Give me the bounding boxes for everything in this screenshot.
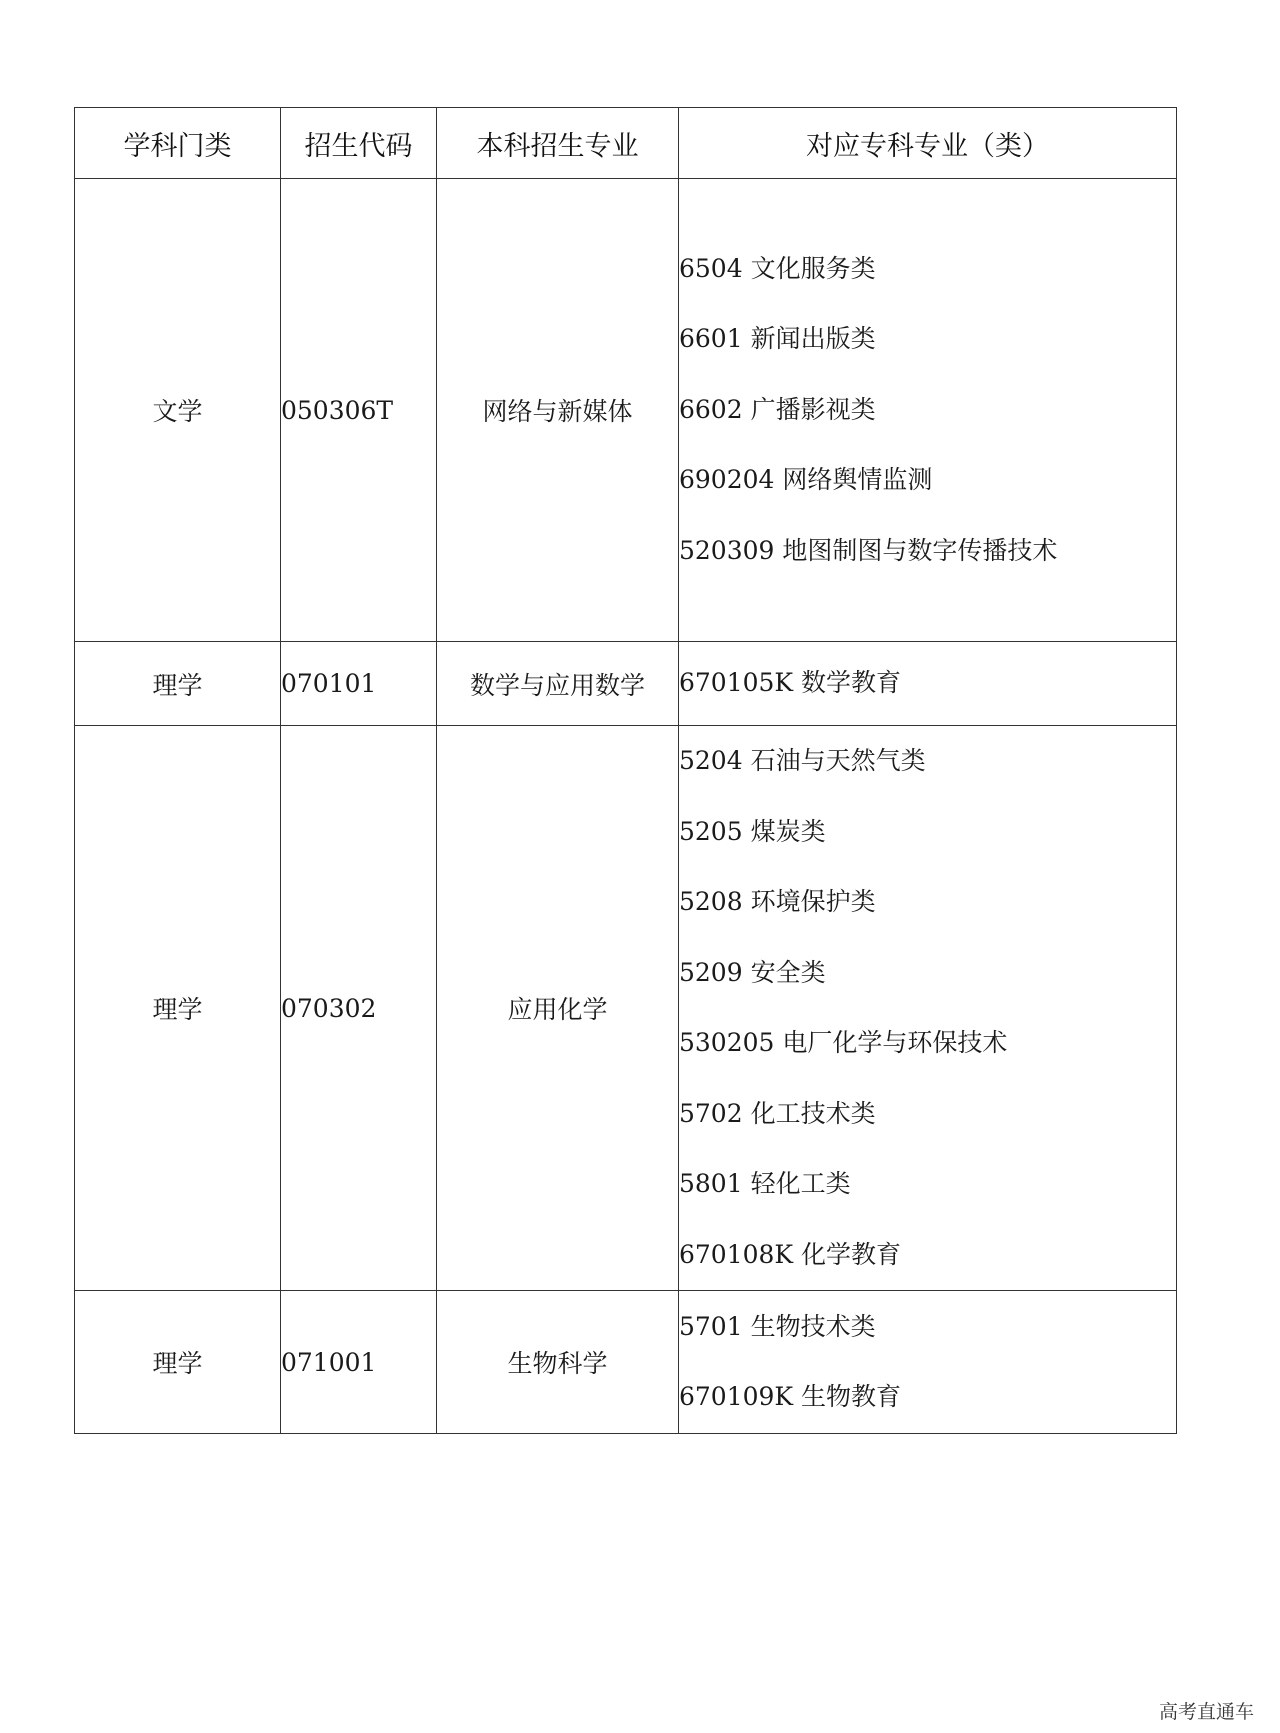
code-cell: 050306T [281, 179, 437, 642]
specialty-item: 5702 化工技术类 [679, 1098, 876, 1128]
table-row [75, 1291, 1177, 1434]
category-cell: 理学 [75, 726, 281, 1291]
category-cell: 文学 [75, 179, 281, 642]
major-cell: 数学与应用数学 [437, 642, 679, 726]
specialties-cell [679, 1291, 1177, 1434]
major-cell: 生物科学 [437, 1291, 679, 1434]
code-cell: 070302 [281, 726, 437, 1291]
specialty-item: 5701 生物技术类 [679, 1311, 876, 1341]
specialty-item: 5205 煤炭类 [679, 816, 826, 846]
specialty-item: 670108K 化学教育 [679, 1239, 902, 1269]
table-row [75, 179, 1177, 642]
specialty-item: 6602 广播影视类 [679, 394, 876, 424]
code-cell: 071001 [281, 1291, 437, 1434]
major-cell: 应用化学 [437, 726, 679, 1291]
header-row [75, 108, 1177, 179]
specialty-item: 6504 文化服务类 [679, 253, 876, 283]
specialty-item: 5801 轻化工类 [679, 1169, 851, 1198]
specialty-item: 690204 网络舆情监测 [679, 465, 933, 495]
table-row [75, 642, 1177, 726]
header-code: 招生代码 [281, 108, 437, 179]
header-major: 本科招生专业 [437, 108, 679, 179]
specialty-item: 6601 新闻出版类 [679, 324, 876, 354]
watermark-text: 高考直通车 [1158, 1701, 1254, 1723]
header-category: 学科门类 [75, 108, 281, 179]
category-cell: 理学 [75, 642, 281, 726]
specialty-item: 670105K 数学教育 [679, 668, 902, 698]
specialties-cell [679, 726, 1177, 1291]
specialty-item: 530205 电厂化学与环保技术 [679, 1028, 1008, 1057]
major-cell: 网络与新媒体 [437, 179, 679, 642]
majors-table [74, 107, 1177, 1434]
category-cell: 理学 [75, 1291, 281, 1434]
code-cell: 070101 [281, 642, 437, 726]
specialty-item: 5208 环境保护类 [679, 887, 876, 916]
specialties-cell [679, 642, 1177, 726]
specialty-item: 5209 安全类 [679, 957, 826, 987]
header-specialties: 对应专科专业（类） [679, 108, 1177, 179]
specialty-item: 520309 地图制图与数字传播技术 [679, 535, 1058, 565]
specialty-item: 670109K 生物教育 [679, 1382, 902, 1411]
specialties-cell [679, 179, 1177, 642]
specialty-item: 5204 石油与天然气类 [679, 746, 926, 775]
table-row [75, 726, 1177, 1291]
